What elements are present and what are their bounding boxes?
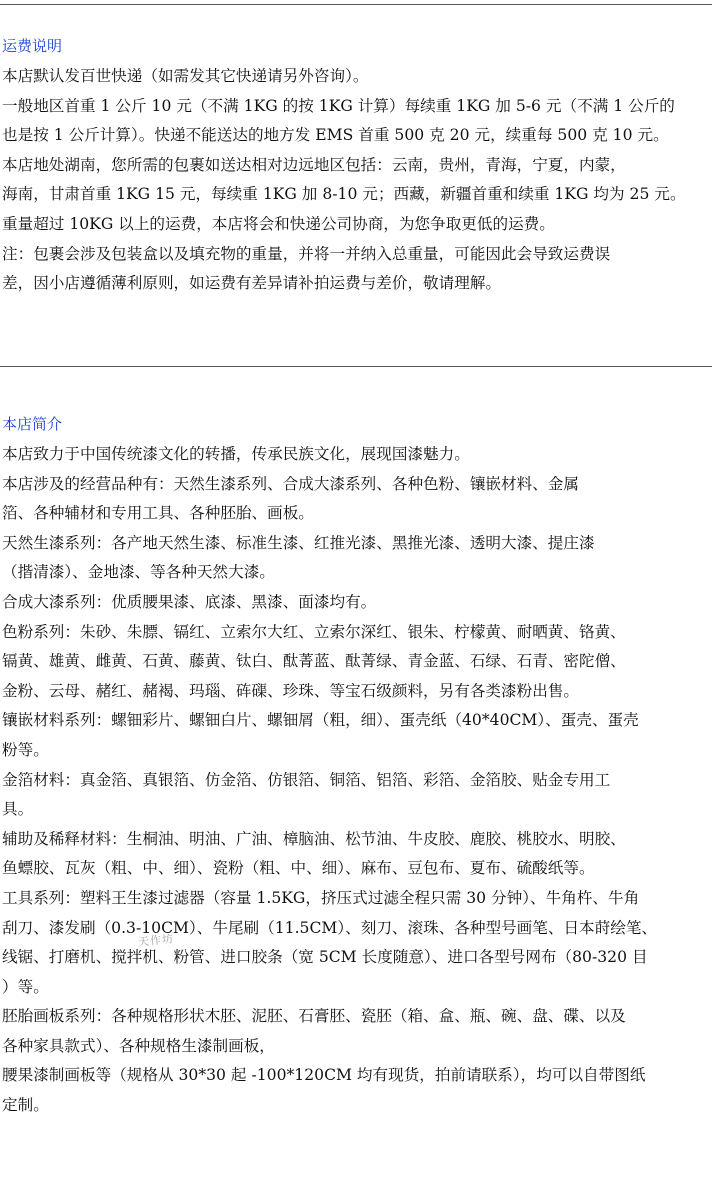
intro-line: 具。 (2, 800, 34, 819)
shipping-line: 本店默认发百世快递（如需发其它快递请另外咨询）。 (2, 67, 369, 85)
shipping-line: 海南，甘肃首重 1KG 15 元，每续重 1KG 加 8-10 元；西藏，新疆首重和续重 1KG 均为 25 元。 (2, 185, 686, 204)
intro-line: 粉等。 (2, 740, 49, 759)
intro-line: 色粉系列：朱砂、朱膘、镉红、立索尔大红、立索尔深红、银朱、柠檬黄、耐晒黄、铬黄、 (2, 622, 626, 641)
intro-line: 定制。 (2, 1096, 49, 1115)
intro-line: 工具系列：塑料王生漆过滤器（容量 1.5KG，挤压式过滤全程只需 30 分钟）、牛角杵、牛角 (2, 888, 640, 907)
intro-body (2, 440, 720, 1121)
intro-section (2, 412, 720, 1121)
middle-divider (0, 366, 712, 367)
intro-line: 鱼螵胶、瓦灰（粗、中、细）、瓷粉（粗、中、细）、麻布、豆包布、夏布、硫酸纸等。 (2, 859, 595, 878)
shipping-title: 运费说明 (2, 37, 63, 55)
shipping-line: 注：包裹会涉及包装盒以及填充物的重量，并将一并纳入总重量，可能因此会导致运费误 (2, 244, 611, 263)
shipping-body (2, 62, 720, 299)
intro-line: 各种家具款式）、各种规格生漆制画板， (2, 1036, 275, 1055)
intro-line: 本店致力于中国传统漆文化的转播，传承民族文化，展现国漆魅力。 (2, 445, 470, 463)
intro-line: （揩清漆）、金地漆、等各种天然大漆。 (2, 563, 275, 582)
intro-line: 箔、各种辅材和专用工具、各种胚胎、画板。 (2, 504, 314, 523)
intro-line: 镶嵌材料系列：螺钿彩片、螺钿白片、螺钿屑（粗，细）、蛋壳纸（40*40CM）、蛋壳、蛋壳 (2, 711, 639, 730)
intro-line: 镉黄、雄黄、雌黄、石黄、藤黄、钛白、酞菁蓝、酞菁绿、青金蓝、石绿、石青、密陀僧、 (2, 652, 626, 671)
intro-title: 本店简介 (2, 415, 63, 433)
intro-line: 刮刀、漆发刷（0.3-10CM）、牛尾刷（11.5CM）、刻刀、滚珠、各种型号画笔、日本莳绘笔、 (2, 918, 658, 937)
intro-line: 金粉、云母、赭红、赭褐、玛瑙、砗磲、珍珠、等宝石级颜料，另有各类漆粉出售。 (2, 681, 579, 700)
watermark-logo: 天作坊 (137, 932, 175, 949)
intro-line: 金箔材料：真金箔、真银箔、仿金箔、仿银箔、铜箔、铝箔、彩箔、金箔胶、贴金专用工 (2, 770, 611, 789)
shipping-line: 差，因小店遵循薄利原则，如运费有差异请补拍运费与差价，敬请理解。 (2, 274, 502, 293)
intro-line: 天然生漆系列：各产地天然生漆、标准生漆、红推光漆、黑推光漆、透明大漆、提庄漆 (2, 533, 595, 552)
shipping-line: 本店地处湖南，您所需的包裹如送达相对边远地区包括：云南，贵州，青海，宁夏，内蒙， (2, 155, 626, 174)
shipping-line: 也是按 1 公斤计算）。快递不能送达的地方发 EMS 首重 500 克 20 元，续重每 500 克 10 元。 (2, 126, 669, 145)
intro-line: 合成大漆系列：优质腰果漆、底漆、黑漆、面漆均有。 (2, 592, 377, 611)
intro-line: 腰果漆制画板等（规格从 30*30 起 -100*120CM 均有现货，拍前请联系），均可以自带图纸 (2, 1066, 646, 1085)
intro-line: 本店涉及的经营品种有：天然生漆系列、合成大漆系列、各种色粉、镶嵌材料、金属 (2, 474, 579, 493)
intro-line: 线锯、打磨机、搅拌机、粉管、进口胶条（宽 5CM 长度随意）、进口各型号网布（80-320 目 (2, 948, 648, 967)
intro-line: 胚胎画板系列：各种规格形状木胚、泥胚、石膏胚、瓷胚（箱、盒、瓶、碗、盘、碟、以及 (2, 1007, 626, 1026)
shipping-section (2, 34, 720, 299)
intro-line: ）等。 (2, 977, 49, 996)
top-divider (0, 4, 712, 5)
shipping-line: 重量超过 10KG 以上的运费，本店将会和快递公司协商，为您争取更低的运费。 (2, 214, 555, 233)
intro-line: 辅助及稀释材料：生桐油、明油、广油、樟脑油、松节油、牛皮胶、鹿胶、桃胶水、明胶、 (2, 829, 626, 848)
shipping-line: 一般地区首重 1 公斤 10 元（不满 1KG 的按 1KG 计算）每续重 1KG 加 5-6 元（不满 1 公斤的 (2, 96, 675, 115)
